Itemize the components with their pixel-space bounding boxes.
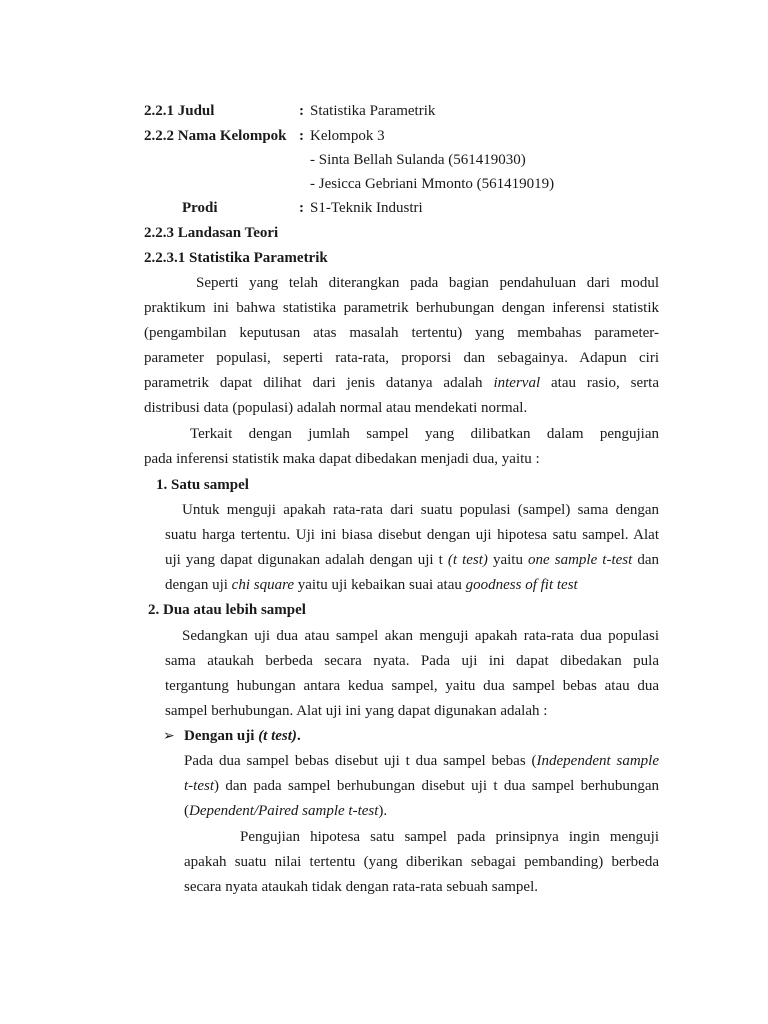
- text-run: Dengan uji: [184, 728, 255, 744]
- section-heading-landasan: 2.2.3 Landasan Teori: [144, 225, 279, 241]
- judul-value: Statistika Parametrik: [310, 103, 436, 119]
- paragraph-line: secara nyata ataukah tidak dengan rata-rata sebuah sampel.: [184, 879, 538, 895]
- kelompok-colon: :: [299, 128, 304, 144]
- paragraph-line: sampel berhubungan. Alat uji ini yang dapat digunakan adalah :: [165, 703, 548, 719]
- text-run: uji yang dapat digunakan adalah dengan uji t: [165, 552, 443, 568]
- member-item: - Sinta Bellah Sulanda (561419030): [310, 152, 526, 168]
- paragraph-line: [184, 753, 659, 770]
- text-run-italic: chi square: [231, 577, 295, 593]
- text-run: Pada dua sampel bebas disebut uji t dua sampel bebas (: [184, 753, 537, 769]
- text-run: yaitu: [492, 552, 523, 568]
- text-run-italic: (t test): [447, 552, 488, 568]
- paragraph-line: praktikum ini bahwa statistika parametrik berhubungan dengan inferensi statistik: [144, 300, 659, 316]
- text-run-italic: t-test: [184, 778, 214, 794]
- paragraph-line: Terkait dengan jumlah sampel yang dilibatkan dalam pengujian: [190, 426, 659, 442]
- text-run-italic: goodness of fit test: [465, 577, 578, 593]
- paragraph-line: tergantung hubungan antara kedua sampel, yaitu dua sampel bebas atau dua: [165, 678, 659, 694]
- kelompok-label: 2.2.2 Nama Kelompok: [144, 128, 287, 144]
- member-item: - Jesicca Gebriani Mmonto (561419019): [310, 176, 555, 192]
- paragraph-line: distribusi data (populasi) adalah normal atau mendekati normal.: [144, 400, 528, 416]
- text-run: dan: [637, 552, 660, 568]
- judul-colon: :: [299, 103, 304, 119]
- text-run: ) dan pada sampel berhubungan disebut uji t dua sampel berhubungan: [214, 778, 659, 794]
- prodi-label: Prodi: [182, 200, 218, 216]
- paragraph-line: [165, 577, 578, 594]
- list-heading-dua-sampel: 2. Dua atau lebih sampel: [148, 602, 306, 618]
- paragraph-line: Pengujian hipotesa satu sampel pada prinsipnya ingin menguji: [240, 829, 659, 845]
- judul-label: 2.2.1 Judul: [144, 103, 215, 119]
- paragraph-line: (pengambilan keputusan atas masalah tertentu) yang membahas parameter-: [144, 325, 659, 341]
- paragraph-line: [184, 778, 659, 795]
- text-run-italic: (t test): [258, 728, 297, 744]
- text-run: ).: [378, 803, 388, 819]
- text-run-italic: Dependent/Paired sample t-test: [189, 803, 379, 819]
- paragraph-line: suatu harga tertentu. Uji ini biasa disebut dengan uji hipotesa satu sampel. Alat: [165, 527, 659, 543]
- paragraph-line: [184, 803, 387, 820]
- text-run: (: [184, 803, 189, 819]
- bullet-heading: [184, 728, 301, 745]
- arrow-bullet-icon: ➢: [163, 729, 175, 744]
- text-run: parametrik dapat dilihat dari jenis datanya adalah: [144, 375, 483, 391]
- paragraph-line: sama ataukah berbeda secara nyata. Pada uji ini dapat dibedakan pula: [165, 653, 659, 669]
- paragraph-line: pada inferensi statistik maka dapat dibedakan menjadi dua, yaitu :: [144, 451, 540, 467]
- text-run-italic: Independent sample: [536, 753, 659, 769]
- paragraph-line: Untuk menguji apakah rata-rata dari suatu populasi (sampel) sama dengan: [182, 502, 659, 518]
- text-run-italic: one sample t-test: [528, 552, 633, 568]
- kelompok-value: Kelompok 3: [310, 128, 385, 144]
- paragraph-line: Seperti yang telah diterangkan pada bagian pendahuluan dari modul: [196, 275, 659, 291]
- text-run: dengan uji: [165, 577, 228, 593]
- prodi-value: S1-Teknik Industri: [310, 200, 423, 216]
- prodi-colon: :: [299, 200, 304, 216]
- paragraph-line: [144, 375, 659, 392]
- paragraph-line: apakah suatu nilai tertentu (yang diberikan sebagai pembanding) berbeda: [184, 854, 659, 870]
- paragraph-line: parameter populasi, seperti rata-rata, proporsi dan sebagainya. Adapun ciri: [144, 350, 659, 366]
- list-heading-satu-sampel: 1. Satu sampel: [156, 477, 249, 493]
- text-run: .: [296, 728, 301, 744]
- section-heading-statistika: 2.2.3.1 Statistika Parametrik: [144, 250, 328, 266]
- paragraph-line: Sedangkan uji dua atau sampel akan menguji apakah rata-rata dua populasi: [182, 628, 659, 644]
- text-run: atau rasio, serta: [551, 375, 659, 391]
- text-run-italic: interval: [493, 375, 541, 391]
- text-run: yaitu uji kebaikan suai atau: [297, 577, 462, 593]
- paragraph-line: [165, 552, 659, 569]
